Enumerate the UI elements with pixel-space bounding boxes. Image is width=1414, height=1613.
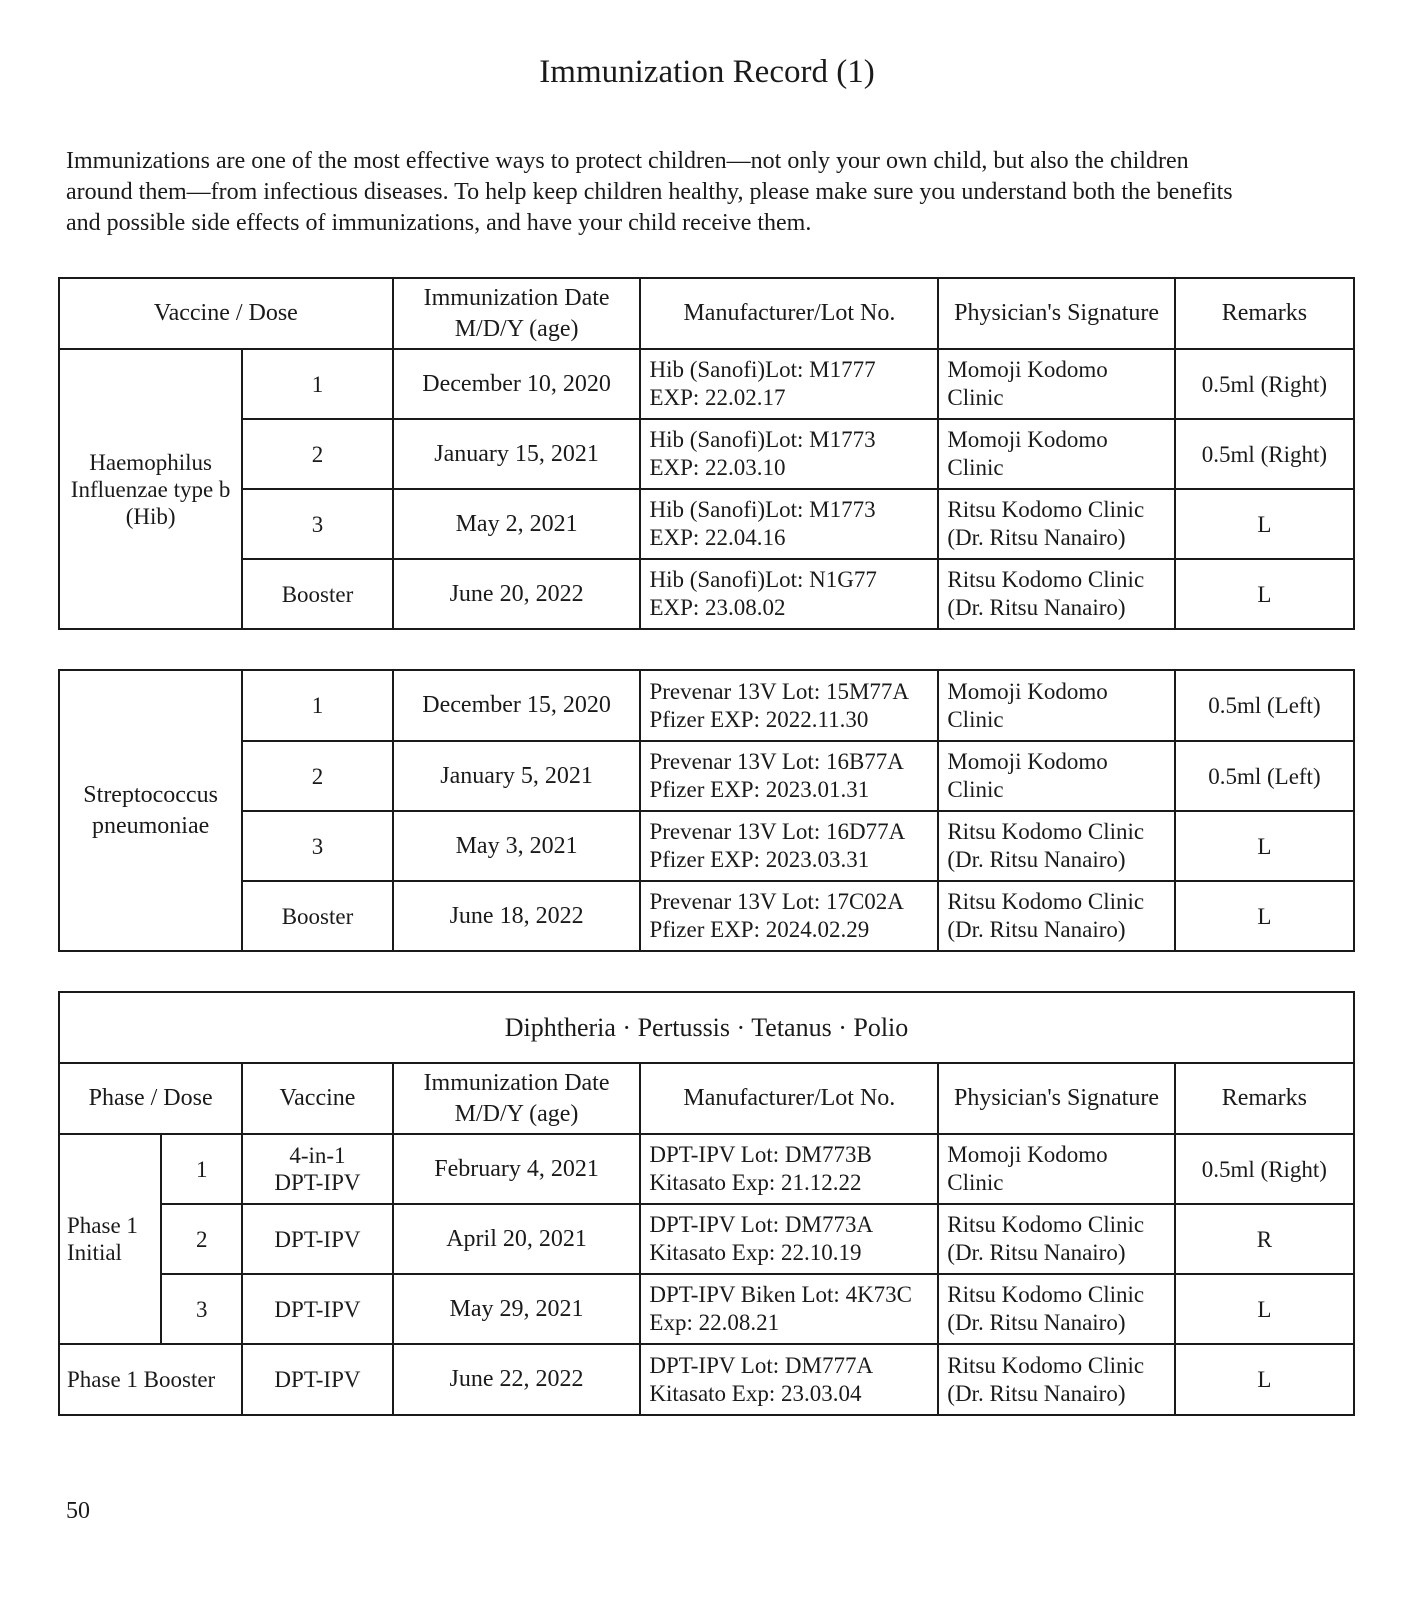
table-row — [59, 670, 1354, 741]
vaccine-dose-header: Vaccine / Dose — [59, 278, 393, 349]
pneumococcal-table — [58, 669, 1355, 952]
page-number: 50 — [66, 1498, 90, 1524]
vaccine-cell: DPT-IPV — [242, 1344, 392, 1415]
date-cell: December 15, 2020 — [393, 670, 641, 741]
signature-cell: Ritsu Kodomo Clinic (Dr. Ritsu Nanairo) — [938, 1204, 1174, 1274]
table-row — [59, 419, 1354, 489]
table-row — [59, 1274, 1354, 1344]
lot-cell: DPT-IPV Lot: DM777A Kitasato Exp: 23.03.04 — [640, 1344, 938, 1415]
date-cell: February 4, 2021 — [393, 1134, 641, 1204]
dose-cell: 3 — [242, 489, 393, 559]
lot-cell: Prevenar 13V Lot: 16B77A Pfizer EXP: 2023.01.31 — [640, 741, 938, 811]
dose-cell: 2 — [242, 419, 393, 489]
table-row — [59, 811, 1354, 881]
remarks-cell: 0.5ml (Right) — [1175, 1134, 1354, 1204]
booster-label-cell: Phase 1 Booster — [59, 1344, 242, 1415]
date-cell: June 18, 2022 — [393, 881, 641, 951]
lot-cell: Prevenar 13V Lot: 15M77A Pfizer EXP: 2022.11.30 — [640, 670, 938, 741]
signature-cell: Momoji Kodomo Clinic — [938, 1134, 1174, 1204]
remarks-cell: 0.5ml (Left) — [1175, 670, 1354, 741]
section-title: Diphtheria · Pertussis · Tetanus · Polio — [59, 992, 1354, 1063]
date-header: Immunization Date M/D/Y (age) — [393, 1063, 641, 1134]
signature-header: Physician's Signature — [938, 1063, 1174, 1134]
dose-cell: 2 — [161, 1204, 242, 1274]
dose-cell: 1 — [161, 1134, 242, 1204]
manufacturer-header: Manufacturer/Lot No. — [640, 278, 938, 349]
lot-cell: Prevenar 13V Lot: 17C02A Pfizer EXP: 2024.02.29 — [640, 881, 938, 951]
remarks-header: Remarks — [1175, 1063, 1354, 1134]
remarks-cell: R — [1175, 1204, 1354, 1274]
remarks-cell: 0.5ml (Right) — [1175, 349, 1354, 419]
remarks-cell: L — [1175, 881, 1354, 951]
table-row — [59, 741, 1354, 811]
remarks-header: Remarks — [1175, 278, 1354, 349]
signature-cell: Ritsu Kodomo Clinic (Dr. Ritsu Nanairo) — [938, 489, 1174, 559]
lot-cell: DPT-IPV Biken Lot: 4K73C Exp: 22.08.21 — [640, 1274, 938, 1344]
lot-cell: Prevenar 13V Lot: 16D77A Pfizer EXP: 2023.03.31 — [640, 811, 938, 881]
page-title: Immunization Record (1) — [539, 54, 875, 90]
remarks-cell: L — [1175, 489, 1354, 559]
date-cell: April 20, 2021 — [393, 1204, 641, 1274]
manufacturer-header: Manufacturer/Lot No. — [640, 1063, 938, 1134]
remarks-cell: 0.5ml (Left) — [1175, 741, 1354, 811]
signature-cell: Ritsu Kodomo Clinic (Dr. Ritsu Nanairo) — [938, 1274, 1174, 1344]
signature-cell: Momoji Kodomo Clinic — [938, 419, 1174, 489]
signature-cell: Ritsu Kodomo Clinic (Dr. Ritsu Nanairo) — [938, 881, 1174, 951]
signature-cell: Momoji Kodomo Clinic — [938, 670, 1174, 741]
date-cell: December 10, 2020 — [393, 349, 641, 419]
intro-line: around them—from infectious diseases. To help keep children healthy, please make sure you understand both the benefits — [66, 179, 1233, 205]
dose-cell: 3 — [161, 1274, 242, 1344]
lot-cell: DPT-IPV Lot: DM773A Kitasato Exp: 22.10.19 — [640, 1204, 938, 1274]
table-row — [59, 489, 1354, 559]
remarks-cell: L — [1175, 1274, 1354, 1344]
table-header-row — [59, 278, 1354, 349]
table-row — [59, 1204, 1354, 1274]
intro-line: and possible side effects of immunizations, and have your child receive them. — [66, 210, 812, 236]
dpt-ipv-table — [58, 991, 1355, 1416]
remarks-cell: 0.5ml (Right) — [1175, 419, 1354, 489]
phase-label-cell: Phase 1 Initial — [59, 1134, 161, 1344]
vaccine-name-cell: Streptococcus pneumoniae — [59, 670, 242, 951]
signature-cell: Momoji Kodomo Clinic — [938, 349, 1174, 419]
table-header-row — [59, 1063, 1354, 1134]
signature-cell: Ritsu Kodomo Clinic (Dr. Ritsu Nanairo) — [938, 559, 1174, 629]
lot-cell: Hib (Sanofi)Lot: M1773 EXP: 22.03.10 — [640, 419, 938, 489]
intro-line: Immunizations are one of the most effective ways to protect children—not only your own child, but also the children — [66, 148, 1189, 174]
table-row — [59, 1134, 1354, 1204]
signature-header: Physician's Signature — [938, 278, 1174, 349]
signature-cell: Momoji Kodomo Clinic — [938, 741, 1174, 811]
table-row — [59, 349, 1354, 419]
signature-cell: Ritsu Kodomo Clinic (Dr. Ritsu Nanairo) — [938, 1344, 1174, 1415]
section-title-row — [59, 992, 1354, 1063]
date-cell: January 15, 2021 — [393, 419, 641, 489]
date-cell: May 2, 2021 — [393, 489, 641, 559]
vaccine-header: Vaccine — [242, 1063, 392, 1134]
vaccine-cell: DPT-IPV — [242, 1274, 392, 1344]
dose-cell: 1 — [242, 349, 393, 419]
lot-cell: Hib (Sanofi)Lot: M1777 EXP: 22.02.17 — [640, 349, 938, 419]
table-row — [59, 1344, 1354, 1415]
signature-cell: Ritsu Kodomo Clinic (Dr. Ritsu Nanairo) — [938, 811, 1174, 881]
vaccine-cell: DPT-IPV — [242, 1204, 392, 1274]
lot-cell: Hib (Sanofi)Lot: M1773 EXP: 22.04.16 — [640, 489, 938, 559]
dose-cell: 2 — [242, 741, 392, 811]
vaccine-name-cell: Haemophilus Influenzae type b (Hib) — [59, 349, 242, 629]
vaccine-cell: 4-in-1 DPT-IPV — [242, 1134, 392, 1204]
dose-cell: 1 — [242, 670, 392, 741]
dose-cell: Booster — [242, 559, 393, 629]
date-cell: May 3, 2021 — [393, 811, 641, 881]
lot-cell: Hib (Sanofi)Lot: N1G77 EXP: 23.08.02 — [640, 559, 938, 629]
date-header: Immunization Date M/D/Y (age) — [393, 278, 641, 349]
phase-dose-header: Phase / Dose — [59, 1063, 242, 1134]
date-cell: June 20, 2022 — [393, 559, 641, 629]
date-cell: January 5, 2021 — [393, 741, 641, 811]
table-row — [59, 559, 1354, 629]
remarks-cell: L — [1175, 811, 1354, 881]
table-row — [59, 881, 1354, 951]
date-cell: June 22, 2022 — [393, 1344, 641, 1415]
dose-cell: 3 — [242, 811, 392, 881]
dose-cell: Booster — [242, 881, 392, 951]
intro-paragraph — [66, 146, 1356, 239]
lot-cell: DPT-IPV Lot: DM773B Kitasato Exp: 21.12.22 — [640, 1134, 938, 1204]
remarks-cell: L — [1175, 559, 1354, 629]
hib-table — [58, 277, 1355, 630]
remarks-cell: L — [1175, 1344, 1354, 1415]
date-cell: May 29, 2021 — [393, 1274, 641, 1344]
